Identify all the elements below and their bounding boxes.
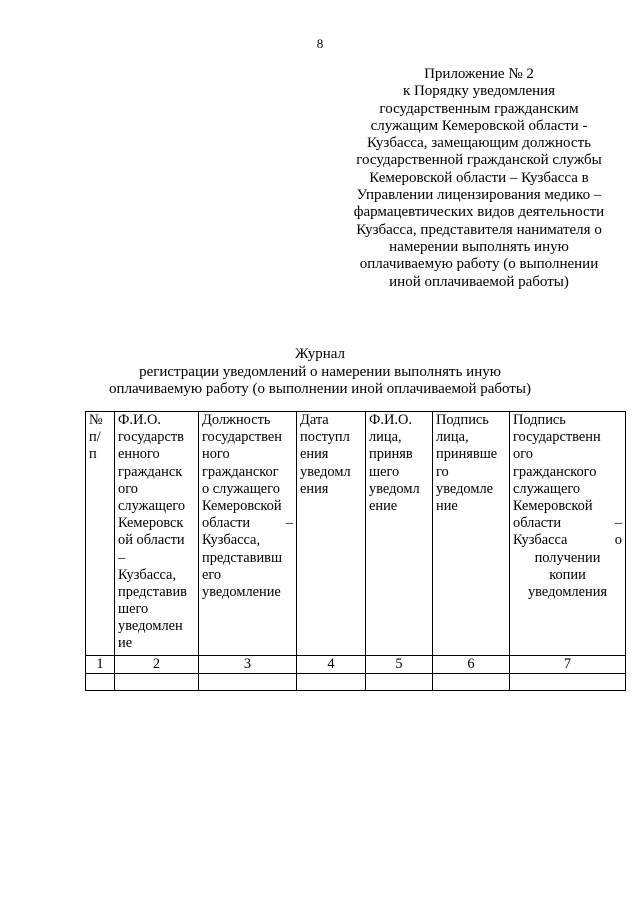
header-line: получении <box>534 549 601 566</box>
journal-subtitle-line: оплачиваемую работу (о выполнении иной оплачиваемой работы) <box>109 381 531 397</box>
header-line: гражданского <box>513 463 597 480</box>
appendix-line: Кемеровской области – Кузбасса в <box>369 169 589 186</box>
empty-cell <box>199 674 297 691</box>
header-line: ения <box>300 446 329 463</box>
header-line: гражданског <box>202 463 279 480</box>
empty-cell <box>510 674 626 691</box>
appendix-line: иной оплачиваемой работы) <box>389 273 569 290</box>
journal-title: Журнал <box>294 346 345 362</box>
column-number-cell: 2 <box>115 656 199 674</box>
column-header-receipt-date <box>297 412 366 656</box>
appendix-line: фармацевтических видов деятельности <box>353 204 605 221</box>
header-line: Кузбасса, <box>118 566 177 583</box>
header-line: п <box>89 446 97 463</box>
header-line: уведомление <box>202 583 281 600</box>
header-line: уведомл <box>369 480 420 497</box>
appendix-line: оплачиваемую работу (о выполнении <box>359 256 599 273</box>
table-empty-row <box>86 674 626 691</box>
column-number-cell: 3 <box>199 656 297 674</box>
header-line: принявше <box>436 446 498 463</box>
header-line: уведомл <box>300 463 351 480</box>
header-line: области – <box>513 515 622 532</box>
header-line: ие <box>118 635 133 652</box>
empty-cell <box>115 674 199 691</box>
header-line: представив <box>118 583 187 600</box>
header-line: – <box>118 549 126 566</box>
header-line: ого <box>513 446 533 463</box>
header-line: Кузбасса о <box>513 532 622 549</box>
header-line: Дата <box>300 412 329 428</box>
header-line: его <box>202 566 222 583</box>
header-line: государственн <box>513 429 601 446</box>
header-line: Ф.И.О. <box>369 412 412 428</box>
header-line: шего <box>118 601 149 618</box>
registration-journal-table <box>85 411 626 691</box>
column-number-cell: 7 <box>510 656 626 674</box>
empty-cell <box>297 674 366 691</box>
appendix-line: к Порядку уведомления <box>402 83 556 100</box>
header-line: ние <box>436 497 458 514</box>
header-line: области – <box>202 515 293 532</box>
header-line: Должность <box>202 412 271 428</box>
header-line: го <box>436 463 449 480</box>
column-number-cell: 5 <box>366 656 433 674</box>
header-line: уведомления <box>527 583 608 600</box>
header-line: Ф.И.О. <box>118 412 161 428</box>
appendix-line: Управлении лицензирования медико – <box>356 187 602 204</box>
empty-cell <box>433 674 510 691</box>
appendix-line: государственным гражданским <box>379 100 579 117</box>
appendix-line: служащим Кемеровской области - <box>370 117 588 134</box>
header-line: ение <box>369 497 398 514</box>
journal-heading <box>0 346 640 399</box>
column-number-cell: 4 <box>297 656 366 674</box>
column-header-number <box>86 412 115 656</box>
page-number: 8 <box>316 36 324 51</box>
header-line: копии <box>549 566 586 583</box>
appendix-line: намерении выполнять иную <box>389 238 569 255</box>
header-line: приняв <box>369 446 413 463</box>
header-line: служащего <box>118 497 186 514</box>
header-line: шего <box>369 463 400 480</box>
header-line: ой области <box>118 532 185 549</box>
column-number-cell: 1 <box>86 656 115 674</box>
header-line: Кемеровской <box>202 497 282 514</box>
header-line: лица, <box>369 429 402 446</box>
table-number-row <box>86 656 626 674</box>
appendix-line: Кузбасса, представителя нанимателя о <box>356 221 602 238</box>
appendix-line: государственной гражданской службы <box>356 152 602 169</box>
column-header-employee-signature <box>510 412 626 656</box>
header-line: лица, <box>436 429 469 446</box>
header-line: государствен <box>202 429 282 446</box>
appendix-line: Приложение № 2 <box>424 66 534 82</box>
header-line: служащего <box>513 480 581 497</box>
header-line: ения <box>300 480 329 497</box>
journal-subtitle-line: регистрации уведомлений о намерении выполнять иную <box>139 363 501 380</box>
appendix-header <box>318 66 640 291</box>
header-line: поступл <box>300 429 350 446</box>
header-line: гражданск <box>118 463 183 480</box>
column-header-receiver-signature <box>433 412 510 656</box>
column-number-cell: 6 <box>433 656 510 674</box>
header-line: Кузбасса, <box>202 532 261 549</box>
header-line: уведомлен <box>118 618 183 635</box>
header-line: ного <box>202 446 230 463</box>
empty-cell <box>366 674 433 691</box>
header-line: енного <box>118 446 160 463</box>
column-header-employee-name <box>115 412 199 656</box>
header-line: Подпись <box>436 412 489 428</box>
header-line: Кемеровской <box>513 497 593 514</box>
header-line: уведомле <box>436 480 494 497</box>
header-line: Кемеровск <box>118 515 184 532</box>
header-line: № <box>89 412 103 428</box>
header-line: Подпись <box>513 412 566 428</box>
header-line: представивш <box>202 549 283 566</box>
table-header-row <box>86 412 626 656</box>
column-header-receiver-name <box>366 412 433 656</box>
column-header-position <box>199 412 297 656</box>
header-line: п/ <box>89 429 101 446</box>
header-line: ого <box>118 480 138 497</box>
header-line: государств <box>118 429 184 446</box>
appendix-line: Кузбасса, замещающим должность <box>367 135 591 152</box>
header-line: о служащего <box>202 480 280 497</box>
empty-cell <box>86 674 115 691</box>
